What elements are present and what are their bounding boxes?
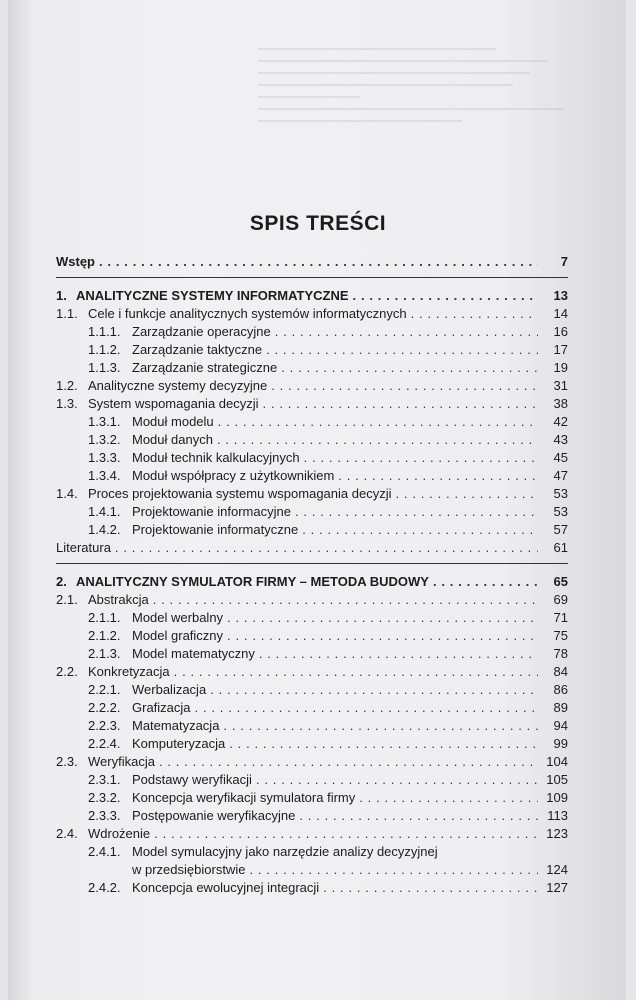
leader-dots <box>229 735 538 753</box>
entry-number: 1.1. <box>56 306 78 321</box>
entry-number: 1.3.2. <box>88 432 121 447</box>
entry-page-number: 53 <box>553 486 568 501</box>
entry-number: 2.2.4. <box>88 736 121 751</box>
toc-entry[interactable] <box>56 467 568 485</box>
divider-rule <box>56 563 568 564</box>
leader-dots <box>223 717 538 735</box>
entry-number: 1.4. <box>56 486 78 501</box>
leader-dots <box>302 521 538 539</box>
leader-dots <box>217 431 538 449</box>
entry-title: ANALITYCZNE SYSTEMY INFORMATYCZNE <box>76 288 349 303</box>
toc-entry[interactable] <box>56 395 568 413</box>
leader-dots <box>295 503 538 521</box>
leader-dots <box>227 627 538 645</box>
leader-dots <box>153 591 538 609</box>
entry-number: 2.3. <box>56 754 78 769</box>
toc-entry[interactable] <box>56 341 568 359</box>
entry-number: 1.2. <box>56 378 78 393</box>
entry-page-number: 17 <box>553 342 568 357</box>
entry-page-number: 16 <box>553 324 568 339</box>
entry-page-number: 19 <box>553 360 568 375</box>
entry-title: Koncepcja ewolucyjnej integracji <box>132 880 320 895</box>
leader-dots <box>218 413 538 431</box>
entry-title: Grafizacja <box>132 700 191 715</box>
entry-title: Model graficzny <box>132 628 224 643</box>
entry-title: Moduł technik kalkulacyjnych <box>132 450 300 465</box>
toc-entry[interactable] <box>56 539 568 557</box>
entry-title: Komputeryzacja <box>132 736 226 751</box>
entry-page-number: 43 <box>553 432 568 447</box>
toc-entry[interactable] <box>56 413 568 431</box>
leader-dots <box>154 825 538 843</box>
entry-title: Konkretyzacja <box>88 664 170 679</box>
leader-dots <box>353 287 538 305</box>
entry-title: Zarządzanie strategiczne <box>132 360 278 375</box>
entry-title: Zarządzanie operacyjne <box>132 324 271 339</box>
entry-number: 2.3.1. <box>88 772 121 787</box>
toc-entry[interactable] <box>56 521 568 539</box>
divider-rule <box>56 277 568 278</box>
toc-entry[interactable] <box>56 735 568 753</box>
entry-page-number: 89 <box>553 700 568 715</box>
leader-dots <box>281 359 538 377</box>
entry-number: 2.3.2. <box>88 790 121 805</box>
toc-entry[interactable] <box>56 449 568 467</box>
entry-page-number: 38 <box>553 396 568 411</box>
entry-title: Model symulacyjny jako narzędzie analizy decyzyjnej <box>132 844 438 859</box>
entry-title: Literatura <box>56 540 111 555</box>
entry-number: 1. <box>56 288 67 303</box>
leader-dots <box>195 699 538 717</box>
entry-number: 2.1.3. <box>88 646 121 661</box>
entry-page-number: 31 <box>553 378 568 393</box>
entry-number: 1.1.1. <box>88 324 121 339</box>
entry-page-number: 99 <box>553 736 568 751</box>
entry-page-number: 124 <box>546 862 568 877</box>
toc-entry-continuation[interactable] <box>56 861 568 879</box>
toc-entry[interactable] <box>56 323 568 341</box>
entry-title: Projektowanie informatyczne <box>132 522 299 537</box>
entry-page-number: 45 <box>553 450 568 465</box>
leader-dots <box>304 449 538 467</box>
entry-page-number: 94 <box>553 718 568 733</box>
toc-entry[interactable] <box>56 645 568 663</box>
entry-number: 2.4. <box>56 826 78 841</box>
entry-number: 2.4.1. <box>88 844 121 859</box>
entry-number: 1.4.1. <box>88 504 121 519</box>
entry-title: System wspomagania decyzji <box>88 396 259 411</box>
entry-page-number: 109 <box>546 790 568 805</box>
entry-title: Wdrożenie <box>88 826 151 841</box>
toc-entry[interactable] <box>56 485 568 503</box>
toc-entry[interactable] <box>56 573 568 591</box>
entry-page-number: 14 <box>553 306 568 321</box>
entry-number: 2.2.2. <box>88 700 121 715</box>
entry-page-number: 53 <box>553 504 568 519</box>
entry-page-number: 105 <box>546 772 568 787</box>
entry-page-number: 57 <box>553 522 568 537</box>
toc-entry[interactable] <box>56 789 568 807</box>
bleed-through-text <box>258 38 598 178</box>
toc-entry[interactable] <box>56 843 568 861</box>
toc-entry[interactable] <box>56 879 568 897</box>
leader-dots <box>227 609 538 627</box>
entry-title: Matematyzacja <box>132 718 220 733</box>
leader-dots <box>249 861 538 879</box>
toc-entry[interactable] <box>56 591 568 609</box>
entry-number: 1.1.2. <box>88 342 121 357</box>
toc-entry[interactable] <box>56 753 568 771</box>
toc-entry[interactable] <box>56 627 568 645</box>
toc-entry[interactable] <box>56 717 568 735</box>
entry-number: 1.3.3. <box>88 450 121 465</box>
leader-dots <box>99 253 538 271</box>
entry-page-number: 113 <box>547 808 568 823</box>
toc-entry[interactable] <box>56 609 568 627</box>
entry-title: Projektowanie informacyjne <box>132 504 291 519</box>
entry-number: 2.1.2. <box>88 628 121 643</box>
leader-dots <box>115 539 538 557</box>
leader-dots <box>256 771 538 789</box>
toc-entry[interactable] <box>56 825 568 843</box>
leader-dots <box>275 323 538 341</box>
entry-number: 2.1. <box>56 592 78 607</box>
toc-entry[interactable] <box>56 771 568 789</box>
entry-title: Wstęp <box>56 254 95 269</box>
entry-page-number: 47 <box>553 468 568 483</box>
entry-title: Zarządzanie taktyczne <box>132 342 263 357</box>
entry-number: 1.4.2. <box>88 522 121 537</box>
leader-dots <box>299 807 538 825</box>
entry-page-number: 42 <box>553 414 568 429</box>
toc-entry[interactable] <box>56 287 568 305</box>
entry-number: 1.1.3. <box>88 360 121 375</box>
entry-number: 2.1.1. <box>88 610 121 625</box>
leader-dots <box>411 305 538 323</box>
entry-page-number: 7 <box>560 254 568 269</box>
entry-number: 2.4.2. <box>88 880 121 895</box>
entry-number: 1.3.4. <box>88 468 121 483</box>
entry-page-number: 84 <box>553 664 568 679</box>
entry-page-number: 13 <box>553 288 568 303</box>
toc-entry[interactable] <box>56 253 568 271</box>
entry-page-number: 104 <box>546 754 568 769</box>
toc-entry[interactable] <box>56 807 568 825</box>
entry-title: Analityczne systemy decyzyjne <box>88 378 268 393</box>
entry-title: Moduł współpracy z użytkownikiem <box>132 468 335 483</box>
table-of-contents <box>56 253 568 897</box>
entry-page-number: 78 <box>553 646 568 661</box>
entry-number: 1.3. <box>56 396 78 411</box>
leader-dots <box>259 645 538 663</box>
entry-title: Moduł danych <box>132 432 213 447</box>
entry-title: Proces projektowania systemu wspomagania decyzji <box>88 486 392 501</box>
entry-page-number: 61 <box>553 540 568 555</box>
toc-entry[interactable] <box>56 699 568 717</box>
entry-page-number: 71 <box>553 610 568 625</box>
entry-title: Moduł modelu <box>132 414 214 429</box>
toc-entry[interactable] <box>56 359 568 377</box>
entry-number: 2.2.1. <box>88 682 121 697</box>
entry-page-number: 127 <box>546 880 568 895</box>
leader-dots <box>433 573 538 591</box>
entry-number: 2.2.3. <box>88 718 121 733</box>
leader-dots <box>174 663 538 681</box>
toc-entry[interactable] <box>56 663 568 681</box>
page-title: SPIS TREŚCI <box>249 212 387 235</box>
entry-title: Weryfikacja <box>88 754 155 769</box>
toc-entry[interactable] <box>56 377 568 395</box>
entry-title-continued: w przedsiębiorstwie <box>132 862 246 877</box>
entry-title: Postępowanie weryfikacyjne <box>132 808 296 823</box>
entry-title: Podstawy weryfikacji <box>132 772 252 787</box>
entry-number: 2.2. <box>56 664 78 679</box>
leader-dots <box>263 395 538 413</box>
entry-page-number: 69 <box>553 592 568 607</box>
entry-title: Model matematyczny <box>132 646 255 661</box>
leader-dots <box>359 789 538 807</box>
leader-dots <box>266 341 538 359</box>
entry-number: 2. <box>56 574 67 589</box>
entry-page-number: 123 <box>546 826 568 841</box>
entry-number: 1.3.1. <box>88 414 121 429</box>
entry-number: 2.3.3. <box>88 808 121 823</box>
leader-dots <box>159 753 538 771</box>
entry-title: Model werbalny <box>132 610 224 625</box>
leader-dots <box>271 377 538 395</box>
entry-title: ANALITYCZNY SYMULATOR FIRMY – METODA BUDOWY <box>76 574 429 589</box>
toc-entry[interactable] <box>56 503 568 521</box>
entry-title: Werbalizacja <box>132 682 207 697</box>
leader-dots <box>210 681 538 699</box>
entry-title: Cele i funkcje analitycznych systemów informatycznych <box>88 306 407 321</box>
leader-dots <box>323 879 538 897</box>
entry-page-number: 65 <box>553 574 568 589</box>
leader-dots <box>338 467 538 485</box>
leader-dots <box>395 485 538 503</box>
toc-entry[interactable] <box>56 305 568 323</box>
entry-page-number: 86 <box>553 682 568 697</box>
entry-page-number: 75 <box>553 628 568 643</box>
entry-title: Koncepcja weryfikacji symulatora firmy <box>132 790 356 805</box>
toc-entry[interactable] <box>56 431 568 449</box>
entry-title: Abstrakcja <box>88 592 149 607</box>
toc-entry[interactable] <box>56 681 568 699</box>
